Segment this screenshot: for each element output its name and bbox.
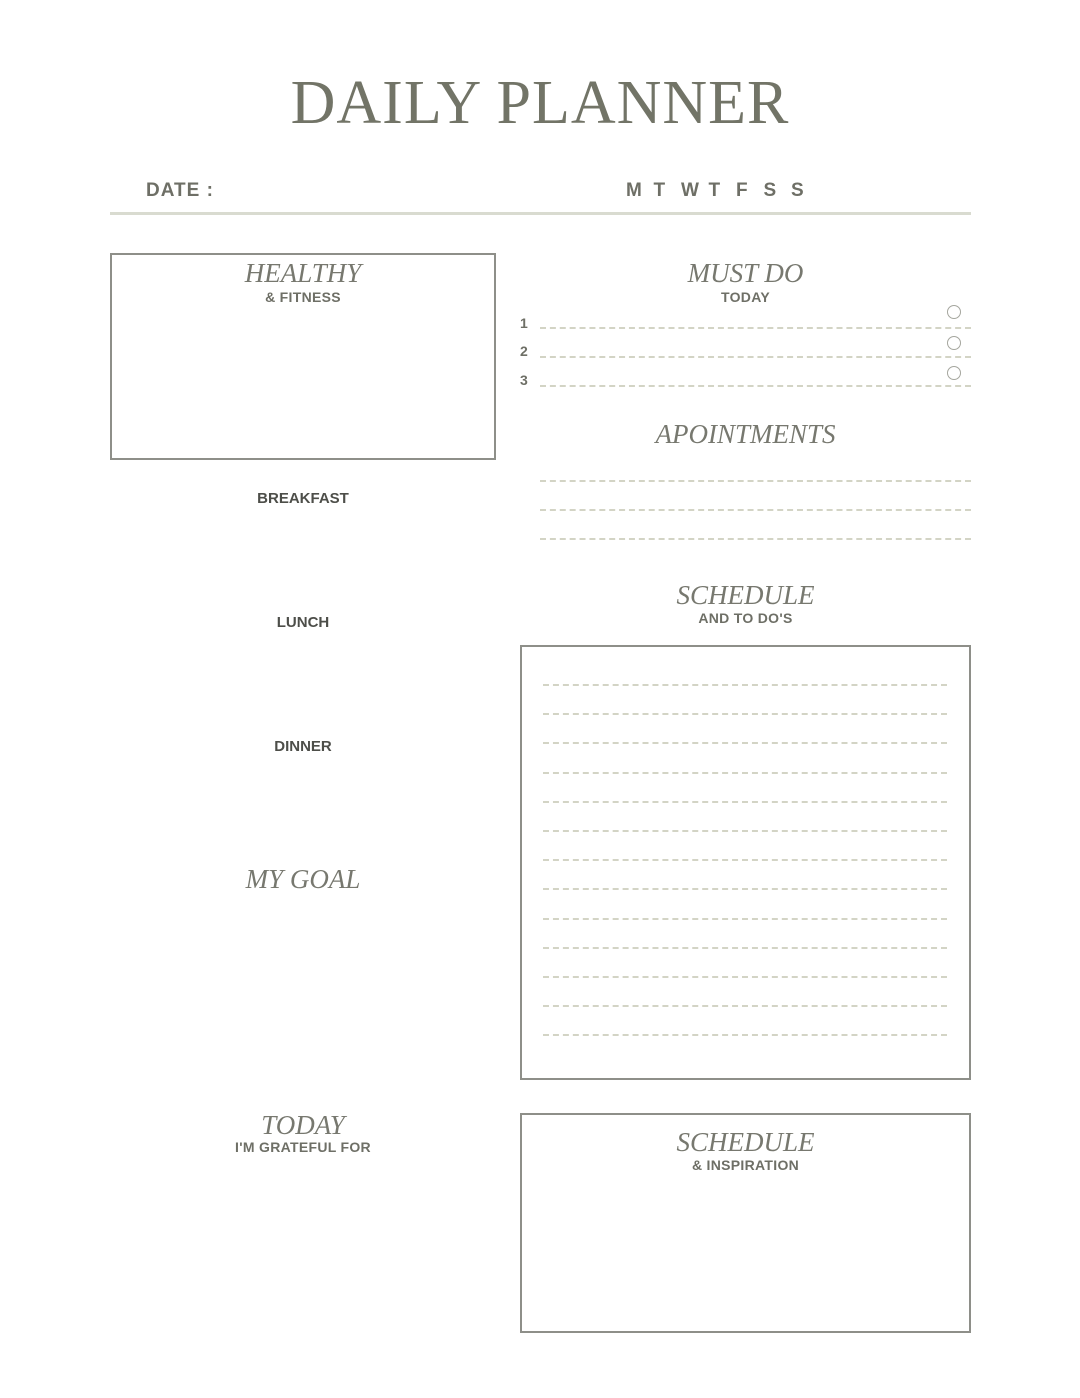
appointment-line-1[interactable] [540, 480, 971, 482]
schedule-line[interactable] [543, 830, 947, 832]
inspiration-title: SCHEDULE [676, 1127, 815, 1157]
must-do-line-1[interactable] [540, 327, 971, 329]
must-do-subtitle: TODAY [721, 289, 770, 305]
weekday-monday[interactable]: M [626, 180, 642, 201]
date-label: DATE : [146, 180, 214, 201]
inspiration-subtitle: & INSPIRATION [691, 1157, 800, 1173]
schedule-line[interactable] [543, 1005, 947, 1007]
schedule-line[interactable] [543, 801, 947, 803]
lunch-label: LUNCH [276, 614, 330, 631]
must-do-number-2: 2 [520, 343, 528, 359]
appointment-line-2[interactable] [540, 509, 971, 511]
grateful-title: TODAY [261, 1110, 345, 1140]
must-do-number-1: 1 [520, 315, 528, 331]
schedule-line[interactable] [543, 1034, 947, 1036]
page-title: DAILY PLANNER [290, 69, 790, 137]
weekday-tuesday[interactable]: T [653, 180, 666, 201]
must-do-checkbox-3[interactable] [947, 366, 961, 380]
weekday-sunday[interactable]: S [791, 180, 804, 201]
schedule-line[interactable] [543, 918, 947, 920]
my-goal-title: MY GOAL [245, 864, 361, 894]
weekday-selector [626, 180, 819, 202]
schedule-box [520, 645, 971, 1080]
weekday-thursday[interactable]: T [708, 180, 721, 201]
schedule-subtitle: AND TO DO'S [698, 610, 793, 626]
header-divider [110, 212, 971, 215]
schedule-line[interactable] [543, 859, 947, 861]
must-do-line-3[interactable] [540, 385, 971, 387]
weekday-saturday[interactable]: S [763, 180, 777, 201]
healthy-subtitle: & FITNESS [265, 289, 341, 305]
dinner-label: DINNER [274, 738, 332, 755]
breakfast-label: BREAKFAST [257, 490, 349, 507]
schedule-line[interactable] [543, 772, 947, 774]
schedule-line[interactable] [543, 742, 947, 744]
schedule-line[interactable] [543, 713, 947, 715]
schedule-line[interactable] [543, 976, 947, 978]
appointments-title: APOINTMENTS [655, 419, 836, 449]
appointment-line-3[interactable] [540, 538, 971, 540]
schedule-line[interactable] [543, 684, 947, 686]
grateful-subtitle: I'M GRATEFUL FOR [235, 1139, 371, 1155]
schedule-title: SCHEDULE [676, 580, 815, 610]
weekday-friday[interactable]: F [736, 180, 748, 201]
must-do-line-2[interactable] [540, 356, 971, 358]
healthy-title: HEALTHY [244, 258, 362, 288]
must-do-number-3: 3 [520, 372, 528, 388]
must-do-title: MUST DO [687, 258, 804, 288]
must-do-checkbox-2[interactable] [947, 336, 961, 350]
must-do-checkbox-1[interactable] [947, 305, 961, 319]
weekday-wednesday[interactable]: W [681, 180, 699, 201]
schedule-line[interactable] [543, 888, 947, 890]
schedule-line[interactable] [543, 947, 947, 949]
